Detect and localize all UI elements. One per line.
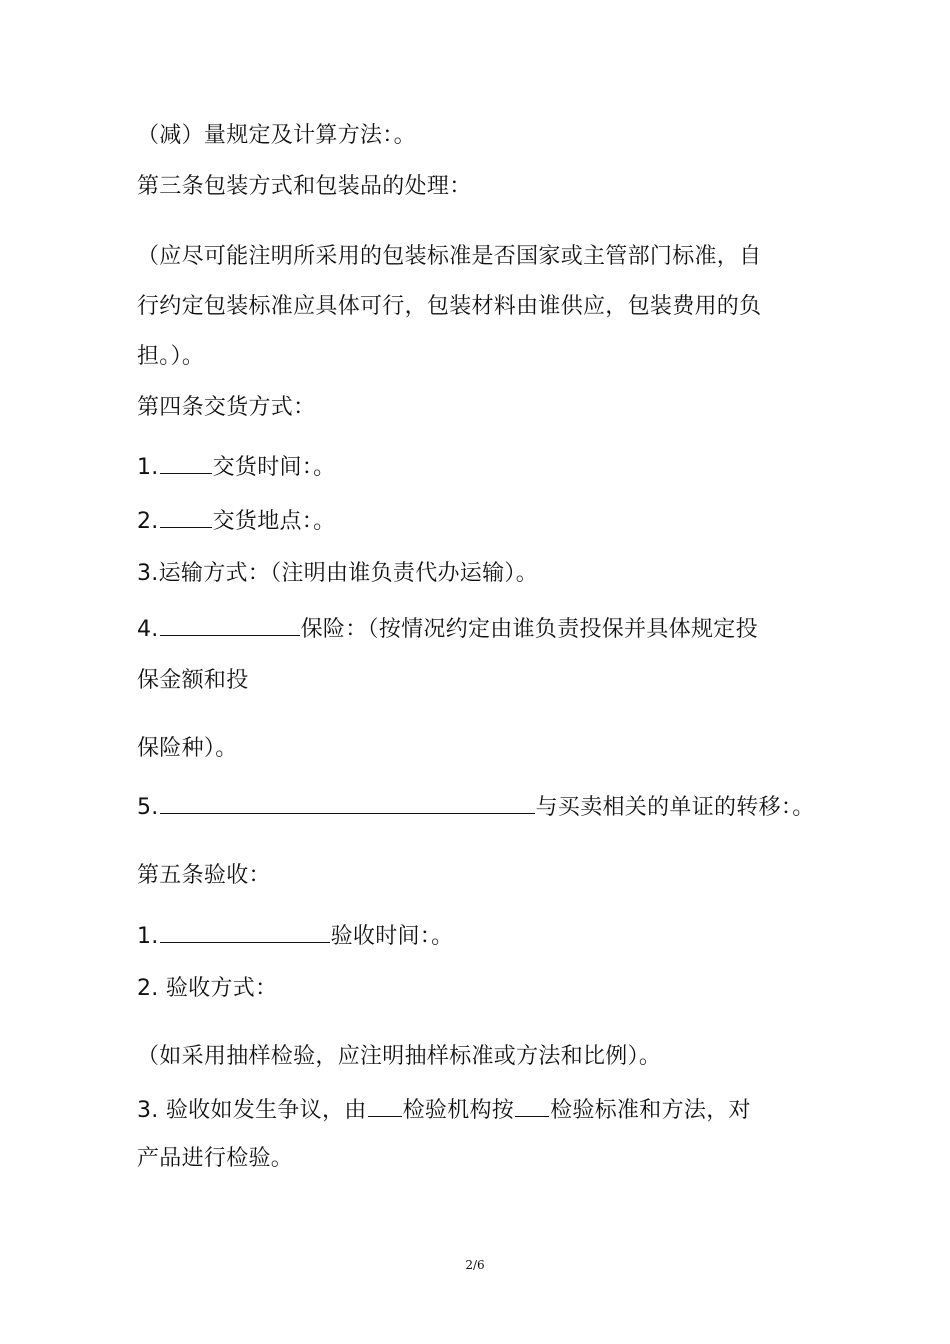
clause-text: 与买卖相关的单证的转移：。 [535,795,815,820]
text-line: （减）量规定及计算方法：。 [137,123,416,148]
clause-item [137,505,335,537]
fill-in-blank[interactable] [160,791,535,814]
clause-item: 2. 验收方式： [137,976,278,1001]
clause-item [137,920,453,952]
clause-text: 验收时间：。 [330,924,454,949]
text-line: 产品进行检验。 [137,1146,294,1171]
clause-item [137,791,815,823]
article-5-heading: 第五条验收： [137,863,271,888]
article-4-heading: 第四条交货方式： [137,395,316,420]
text-line: （如采用抽样检验，应注明抽样标准或方法和比例）。 [137,1044,662,1069]
clause-item [137,613,758,645]
fill-in-blank[interactable] [160,613,300,636]
text-line: 行约定包装标准应具体可行，包装材料由谁供应，包装费用的负 [137,294,762,319]
page-number: 2/6 [465,1258,485,1272]
text-line: 担。）。 [137,344,205,369]
clause-item [137,1094,751,1126]
article-3-heading: 第三条包装方式和包装品的处理： [137,174,472,199]
clause-text: 保险：（按情况约定由谁负责投保并具体规定投 [300,617,758,642]
fill-in-blank[interactable] [515,1094,549,1117]
clause-number: 1. [137,455,159,480]
clause-text: 3. 验收如发生争议，由 [137,1098,367,1123]
text-line: （应尽可能注明所采用的包装标准是否国家或主管部门标准，自 [137,244,762,269]
clause-number: 1. [137,924,159,949]
clause-number: 2. [137,509,159,534]
fill-in-blank[interactable] [160,505,212,528]
clause-number: 5. [137,795,159,820]
clause-item: 3.运输方式：（注明由谁负责代办运输）。 [137,561,538,586]
clause-text: 交货时间：。 [212,455,336,480]
clause-text: 检验机构按 [402,1098,515,1123]
clause-text: 检验标准和方法，对 [550,1098,751,1123]
text-line: 保金额和投 [137,668,249,693]
clause-number: 4. [137,617,159,642]
clause-text: 交货地点：。 [212,509,336,534]
fill-in-blank[interactable] [160,451,212,474]
clause-item [137,451,335,483]
fill-in-blank[interactable] [368,1094,402,1117]
fill-in-blank[interactable] [160,920,330,943]
text-line: 保险种）。 [137,736,238,761]
